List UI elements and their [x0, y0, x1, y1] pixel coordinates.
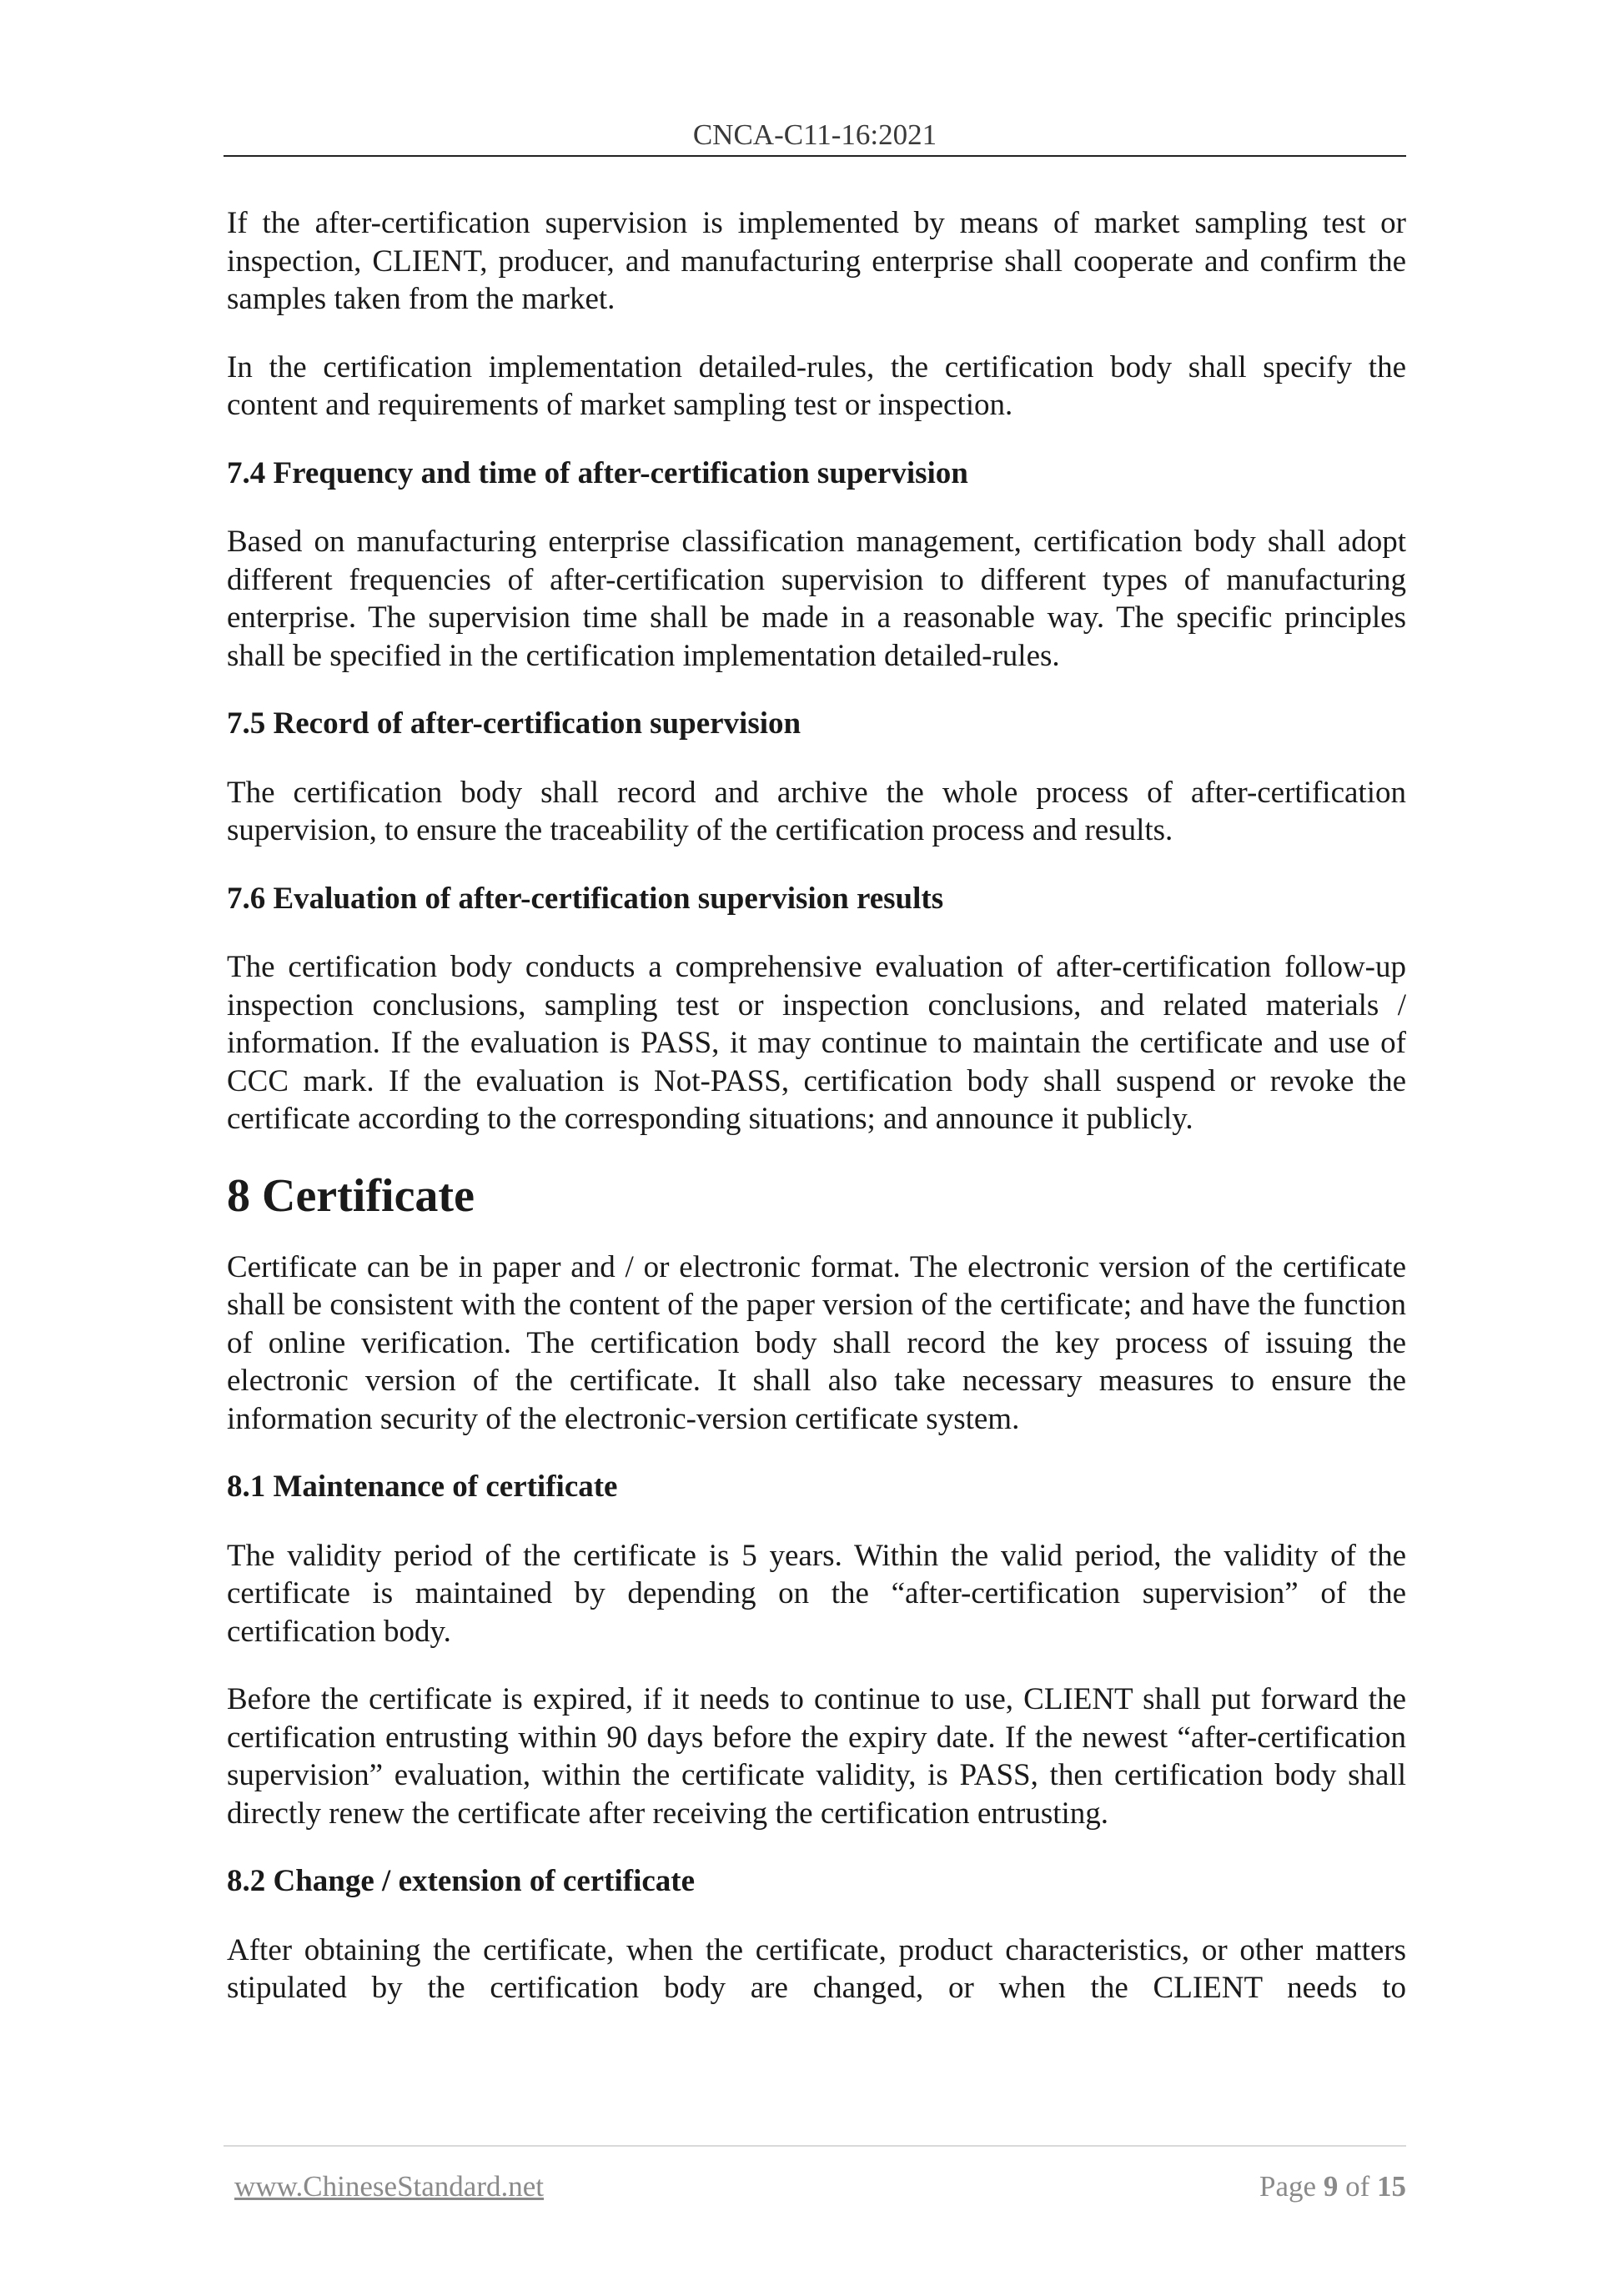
heading-8-1: 8.1 Maintenance of certificate [227, 1470, 618, 1504]
paragraph-market-sampling: If the after-certification supervision is implemented by means of market sampling test or inspection, CLIENT, producer, and manufacturing enterprise shall cooperate and confirm the samples taken from the market. [227, 206, 1406, 316]
heading-8-certificate: 8 Certificate [227, 1169, 475, 1222]
footer-website-link[interactable]: www.ChineseStandard.net [234, 2170, 544, 2203]
page-total: 15 [1377, 2170, 1406, 2203]
paragraph-evaluation: The certification body conducts a comprehensive evaluation of after-certification follow-up inspection conclusions, sampling test or inspection conclusions, and related materials / information. If the evaluation is PASS, it may continue to maintain the certificate and use of CCC mark. If the evaluation is Not-PASS, certification body shall suspend or revoke the certificate according to the corresponding situations; and announce it publicly. [227, 950, 1406, 1136]
paragraph-renewal: Before the certificate is expired, if it needs to continue to use, CLIENT shall put forward the certification entrusting within 90 days before the expiry date. If the newest “after-certification supervision” evaluation, within the certificate validity, is PASS, then certification body shall directly renew the certificate after receiving the certification entrusting. [227, 1682, 1406, 1831]
page-content [227, 204, 1406, 2037]
heading-7-6: 7.6 Evaluation of after-certification supervision results [227, 881, 944, 916]
header-divider [224, 155, 1406, 157]
page-word: Page [1259, 2170, 1317, 2203]
paragraph-record: The certification body shall record and archive the whole process of after-certification supervision, to ensure the traceability of the certification process and results. [227, 775, 1406, 847]
page-current: 9 [1323, 2170, 1339, 2203]
footer-divider [224, 2145, 1406, 2147]
page-of: of [1345, 2170, 1370, 2203]
heading-8-2: 8.2 Change / extension of certificate [227, 1864, 696, 1898]
paragraph-change: After obtaining the certificate, when the certificate, product characteristics, or other matters stipulated by the certification body are changed, or when the CLIENT needs to [227, 1932, 1406, 2005]
paragraph-detailed-rules: In the certification implementation detailed-rules, the certification body shall specify the content and requirements of market sampling test or inspection. [227, 349, 1406, 422]
heading-7-4: 7.4 Frequency and time of after-certification supervision [227, 455, 968, 490]
document-code-header: CNCA-C11-16:2021 [692, 118, 937, 151]
heading-7-5: 7.5 Record of after-certification supervision [227, 706, 801, 741]
page-number [1259, 2168, 1406, 2205]
paragraph-certificate-format: Certificate can be in paper and / or electronic format. The electronic version of the certificate shall be consistent with the content of the paper version of the certificate; and have the function of online verification. The certification body shall record the key process of issuing the electronic version of the certificate. It shall also take necessary measures to ensure the information security of the electronic-version certificate system. [227, 1249, 1406, 1436]
paragraph-frequency: Based on manufacturing enterprise classification management, certification body shall adopt different frequencies of after-certification supervision to different types of manufacturing enterprise. The supervision time shall be made in a reasonable way. The specific principles shall be specified in the certification implementation detailed-rules. [227, 525, 1406, 673]
paragraph-validity: The validity period of the certificate is 5 years. Within the valid period, the validity of the certificate is maintained by depending on the “after-certification supervision” of the certification body. [227, 1538, 1406, 1649]
